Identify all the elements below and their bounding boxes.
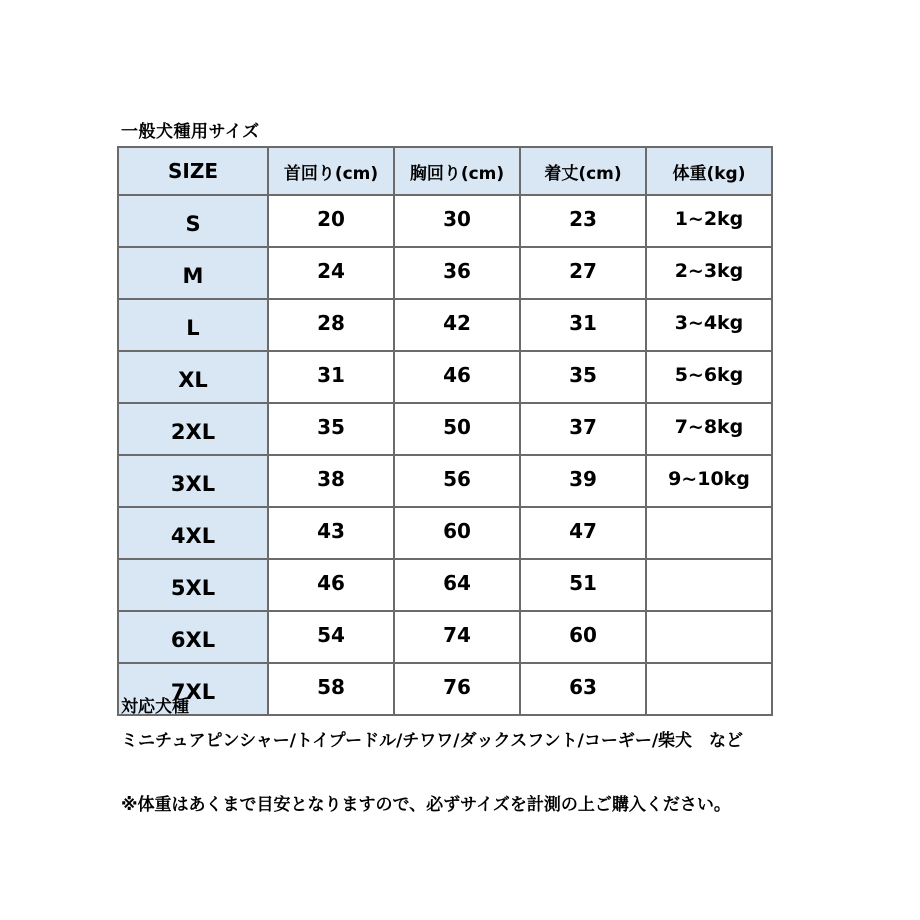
chest-cell: 36 (394, 247, 520, 299)
length-cell: 35 (520, 351, 646, 403)
chest-cell: 30 (394, 195, 520, 247)
chest-cell: 46 (394, 351, 520, 403)
size-cell: 5XL (118, 559, 268, 611)
neck-cell: 28 (268, 299, 394, 351)
chest-cell: 56 (394, 455, 520, 507)
neck-cell: 43 (268, 507, 394, 559)
chest-cell: 50 (394, 403, 520, 455)
size-table (117, 146, 773, 716)
weight-cell (646, 611, 772, 663)
length-cell: 39 (520, 455, 646, 507)
size-cell: 2XL (118, 403, 268, 455)
weight-cell: 3~4kg (646, 299, 772, 351)
table-row (118, 403, 772, 455)
neck-cell: 20 (268, 195, 394, 247)
size-cell: XL (118, 351, 268, 403)
table-row (118, 351, 772, 403)
chest-cell: 76 (394, 663, 520, 715)
weight-cell (646, 663, 772, 715)
weight-cell (646, 559, 772, 611)
length-cell: 27 (520, 247, 646, 299)
size-cell: 7XL (118, 663, 268, 715)
weight-cell: 5~6kg (646, 351, 772, 403)
neck-cell: 58 (268, 663, 394, 715)
chest-cell: 42 (394, 299, 520, 351)
length-cell: 51 (520, 559, 646, 611)
table-row (118, 559, 772, 611)
neck-cell: 46 (268, 559, 394, 611)
chest-cell: 64 (394, 559, 520, 611)
length-cell: 47 (520, 507, 646, 559)
table-row (118, 299, 772, 351)
length-cell: 23 (520, 195, 646, 247)
header-chest: 胸回り(cm) (394, 147, 520, 195)
chest-cell: 60 (394, 507, 520, 559)
length-cell: 60 (520, 611, 646, 663)
size-cell: 6XL (118, 611, 268, 663)
size-cell: S (118, 195, 268, 247)
table-row (118, 455, 772, 507)
size-cell: L (118, 299, 268, 351)
table-row (118, 195, 772, 247)
neck-cell: 35 (268, 403, 394, 455)
header-size: SIZE (118, 147, 268, 195)
header-neck: 首回り(cm) (268, 147, 394, 195)
size-cell: 4XL (118, 507, 268, 559)
length-cell: 37 (520, 403, 646, 455)
neck-cell: 38 (268, 455, 394, 507)
chart-title: 一般犬種用サイズ (121, 122, 260, 142)
table-header-row (118, 147, 772, 195)
length-cell: 63 (520, 663, 646, 715)
table-row (118, 611, 772, 663)
weight-cell: 7~8kg (646, 403, 772, 455)
header-weight: 体重(kg) (646, 147, 772, 195)
breeds-heading: 対応犬種 (121, 697, 189, 717)
weight-cell: 1~2kg (646, 195, 772, 247)
weight-note: ※体重はあくまで目安となりますので、必ずサイズを計測の上ご購入ください。 (121, 795, 731, 815)
header-length: 着丈(cm) (520, 147, 646, 195)
breeds-list: ミニチュアピンシャー/トイプードル/チワワ/ダックスフント/コーギー/柴犬 など (121, 731, 744, 751)
size-cell: M (118, 247, 268, 299)
neck-cell: 54 (268, 611, 394, 663)
size-cell: 3XL (118, 455, 268, 507)
weight-cell: 2~3kg (646, 247, 772, 299)
chest-cell: 74 (394, 611, 520, 663)
table-row (118, 507, 772, 559)
length-cell: 31 (520, 299, 646, 351)
neck-cell: 31 (268, 351, 394, 403)
neck-cell: 24 (268, 247, 394, 299)
weight-cell: 9~10kg (646, 455, 772, 507)
table-row (118, 247, 772, 299)
table-row (118, 663, 772, 715)
weight-cell (646, 507, 772, 559)
